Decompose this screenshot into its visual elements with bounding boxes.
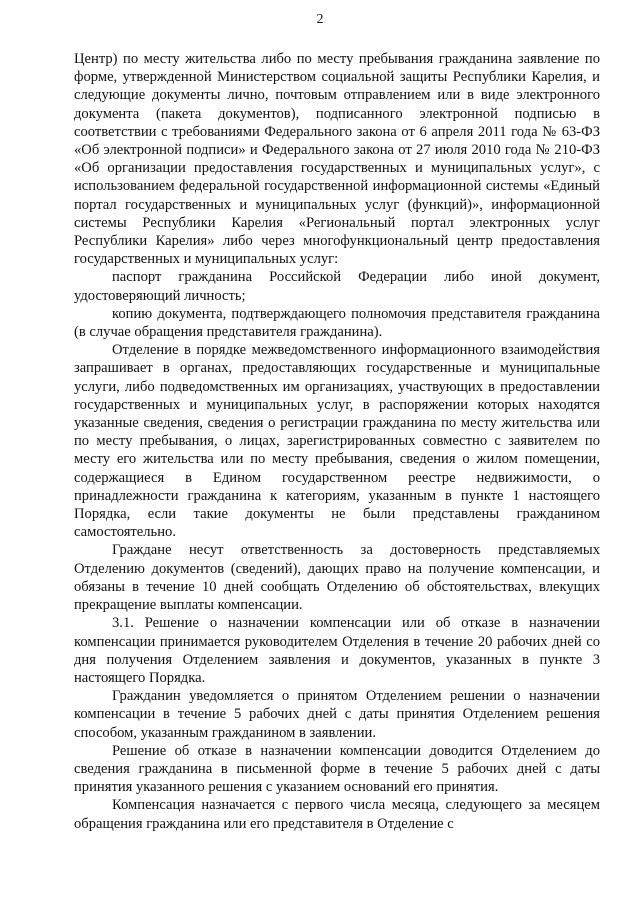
paragraph-interagency-request: Отделение в порядке межведомственного информационного взаимодействия запрашивает в органах, предоставляющих государственные и муниципальные услуги, либо подведомственных им организациях, участвующих в предоставлении государственных и муниципальных услуг, в распоряжении которых находятся указанные сведения, сведения о регистрации гражданина по месту жительства или по месту пребывания, о лицах, зарегистрированных совместно с заявителем по месту его жительства или по месту пребывания, сведения о жилом помещении, содержащиеся в Едином государственном реестре недвижимости, о принадлежности гражданина к категориям, указанным в пункте 1 настоящего Порядка, если такие документы не были представлены гражданином самостоятельно. bbox=[74, 342, 600, 541]
list-item-representative-document: копию документа, подтверждающего полномочия представителя гражданина (в случае обращения представителя гражданина). bbox=[74, 305, 600, 341]
document-body bbox=[74, 50, 600, 833]
page-number: 2 bbox=[316, 12, 324, 27]
paragraph-continuation: Центр) по месту жительства либо по месту пребывания гражданина заявление по форме, утвержденной Министерством социальной защиты Республики Карелия, и следующие документы лично, почтовым отправлением или в виде электронного документа (пакета документов), подписанного электронной подписью в соответствии с требованиями Федерального закона от 6 апреля 2011 года № 63-ФЗ «Об электронной подписи» и Федерального закона от 27 июля 2010 года № 210-ФЗ «Об организации предоставления государственных и муниципальных услуг», с использованием федеральной государственной информационной системы «Единый портал государственных и муниципальных услуг (функций)», информационной системы Республики Карелия «Региональный портал электронных услуг Республики Карелия» либо через многофункциональный центр предоставления государственных и муниципальных услуг: bbox=[74, 51, 600, 268]
paragraph-compensation-start: Компенсация назначается с первого числа месяца, следующего за месяцем обращения гражданина или его представителя в Отделение с bbox=[74, 797, 600, 832]
list-item-passport: паспорт гражданина Российской Федерации либо иной документ, удостоверяющий личность; bbox=[74, 269, 600, 304]
paragraph-notification: Гражданин уведомляется о принятом Отделением решении о назначении компенсации в течение 5 рабочих дней с даты принятия Отделением решения способом, указанным гражданином в заявлении. bbox=[74, 688, 600, 741]
paragraph-citizen-responsibility: Граждане несут ответственность за достоверность представляемых Отделению документов (сведений), дающих право на получение компенсации, и обязаны в течение 10 дней сообщать Отделению об обстоятельствах, влекущих прекращение выплаты компенсации. bbox=[74, 542, 600, 614]
paragraph-section-3-1: 3.1. Решение о назначении компенсации или об отказе в назначении компенсации принимается руководителем Отделения в течение 20 рабочих дней со дня получения Отделением заявления и документов, указанных в пункте 3 настоящего Порядка. bbox=[74, 615, 600, 686]
paragraph-refusal: Решение об отказе в назначении компенсации доводится Отделением до сведения гражданина в письменной форме в течение 5 рабочих дней с даты принятия указанного решения с указанием оснований его принятия. bbox=[74, 742, 600, 796]
